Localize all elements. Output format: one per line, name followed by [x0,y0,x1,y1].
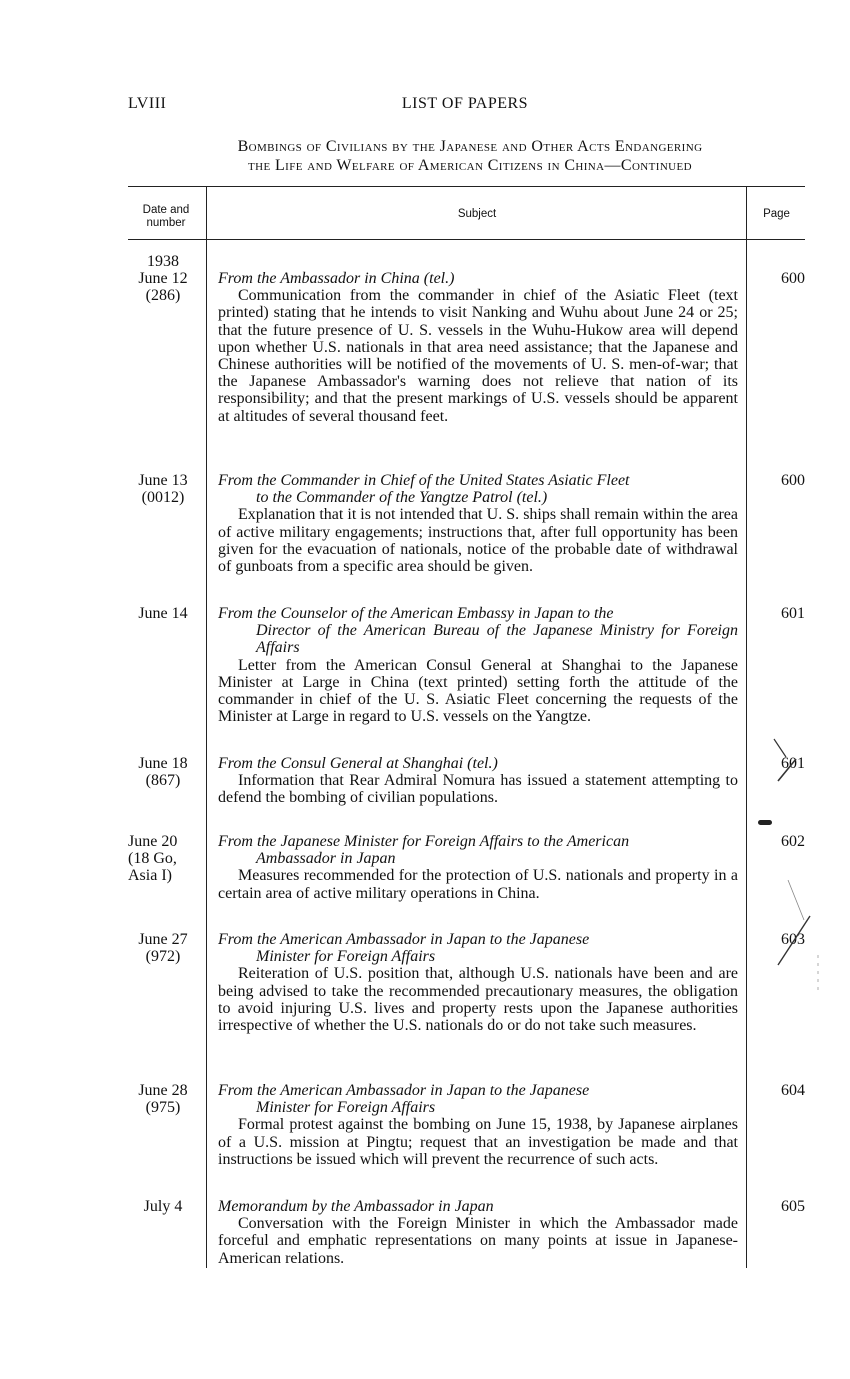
entry-subject [218,931,738,1034]
column-header-subject: Subject [457,208,497,220]
entry-number: (0012) [141,489,185,507]
entry-from: From the Commander in Chief of the United States Asiatic Fleet to the Commander of the Yangtze Patrol (tel.) [218,472,630,507]
entry-description: Reiteration of U.S. position that, although U.S. nationals have been and are being advised to take the recommended precautionary measures, the obligation to avoid injuring U.S. lives and property rests upon the Japanese authorities irrespective of whether the U.S. nationals do or do not take such measures. [218,965,738,1035]
tel-marker: (tel.) [423,270,455,287]
entry-date: June 13 (0012) [124,472,202,506]
entry-page-number: 605 [781,1198,805,1215]
entry-description: Conversation with the Foreign Minister in which the Ambassador made forceful and emphatic representations on many points at issue in Japanese-American relations. [218,1215,738,1267]
entry-date: June 27 (972) [124,931,202,965]
entry-number: (975) [145,1099,181,1117]
entry-from: From the Counselor of the American Embassy in Japan to the Director of the American Bureau of the Japanese Ministry for Foreign Affairs [218,605,738,657]
entry-subject [218,755,738,807]
column-divider-left [206,186,207,1268]
entry-date: June 28 (975) [124,1082,202,1116]
ink-smudge [758,820,772,825]
entry-description: Information that Rear Admiral Nomura has issued a statement attempting to defend the bombing of civilian populations. [218,772,738,807]
entry-from: Memorandum by the Ambassador in Japan [218,1198,494,1215]
entry-page-number: 601 [781,755,805,772]
entry-description: Communication from the commander in chief of the Asiatic Fleet (text printed) stating that he intends to visit Nanking and Wuhu about June 24 or 25; that the future presence of U. S. vessels in the Wuhu-Hukow area will depend upon whether U.S. nationals in that area need assistance; that the Japanese and Chinese authorities will be notified of the movements of U. S. men-of-war; that the Japanese Ambassador's warning does not relieve that nation of its responsibility; and that the present markings of U.S. vessels should be apparent at altitudes of several thousand feet. [218,287,738,425]
entry-subject [218,1082,738,1168]
entry-page-number: 600 [781,472,805,489]
entry-date: June 18 (867) [124,755,202,789]
entry-subject [218,605,738,725]
entry-page-number: 601 [781,605,805,622]
entry-from: From the Ambassador in China (tel.) [218,270,455,287]
column-header-date: Date and number [142,204,190,229]
entry-number: (867) [145,772,181,790]
section-title-line-2: the Life and Welfare of American Citizens in China—Continued [248,157,692,174]
section-title-line-1: Bombings of Civilians by the Japanese and Other Acts Endangering [237,138,703,155]
section-title [120,137,820,175]
entry-subject [218,270,738,425]
entry-number: (972) [145,948,181,966]
running-head: LIST OF PAPERS [401,95,529,112]
table-top-rule [128,186,805,187]
entry-from: From the Japanese Minister for Foreign Affairs to the American Ambassador in Japan [218,833,630,868]
entry-subject [218,472,738,575]
entry-page-number: 602 [781,833,805,850]
column-header-page: Page [763,208,790,220]
entry-description: Measures recommended for the protection of U.S. nationals and property in a certain area of active military operations in China. [218,867,738,902]
entry-description: Letter from the American Consul General at Shanghai to the Japanese Minister at Large in China (text printed) setting forth the attitude of the commander in chief of the U. S. Asiatic Fleet concerning the requests of the Minister at Large in regard to U.S. vessels on the Yangtze. [218,656,738,726]
pen-mark-601 [760,735,820,795]
entry-description: Explanation that it is not intended that U. S. ships shall remain within the area of active military engagements; instructions that, after full opportunity has been given for the evacuation of nationals, notice of the probable date of withdrawal of gunboats from a specific area should be given. [218,506,738,576]
entry-date: June 14 [138,605,188,622]
entry-date: June 12 (286) [124,270,202,304]
entry-page-number: 604 [781,1082,805,1099]
tel-marker: (tel.) [516,489,548,507]
tel-marker: (tel.) [467,755,498,772]
header-bottom-rule [128,239,805,240]
entry-from: From the American Ambassador in Japan to the Japanese Minister for Foreign Affairs [218,931,590,966]
entry-subject [218,1198,738,1267]
entry-subject [218,833,738,902]
entry-page-number: 603 [781,931,805,948]
entry-page-number: 600 [781,270,805,287]
pen-mark-603 [770,880,830,1000]
folio-roman-page-number: LVIII [128,95,167,112]
year-label: 1938 [147,253,179,270]
entry-description: Formal protest against the bombing on June 15, 1938, by Japanese airplanes of a U.S. mission at Pingtu; request that an investigation be made and that instructions be issued which will prevent the recurrence of such acts. [218,1116,738,1168]
entry-number: (18 Go, Asia I) [128,850,177,885]
entry-from: From the American Ambassador in Japan to the Japanese Minister for Foreign Affairs [218,1082,590,1117]
entry-number: (286) [145,287,181,305]
entry-date: June 20 (18 Go, Asia I) [128,833,204,885]
entry-date: July 4 [143,1198,183,1215]
entry-from: From the Consul General at Shanghai (tel.) [218,755,498,772]
column-divider-right [746,186,747,1268]
